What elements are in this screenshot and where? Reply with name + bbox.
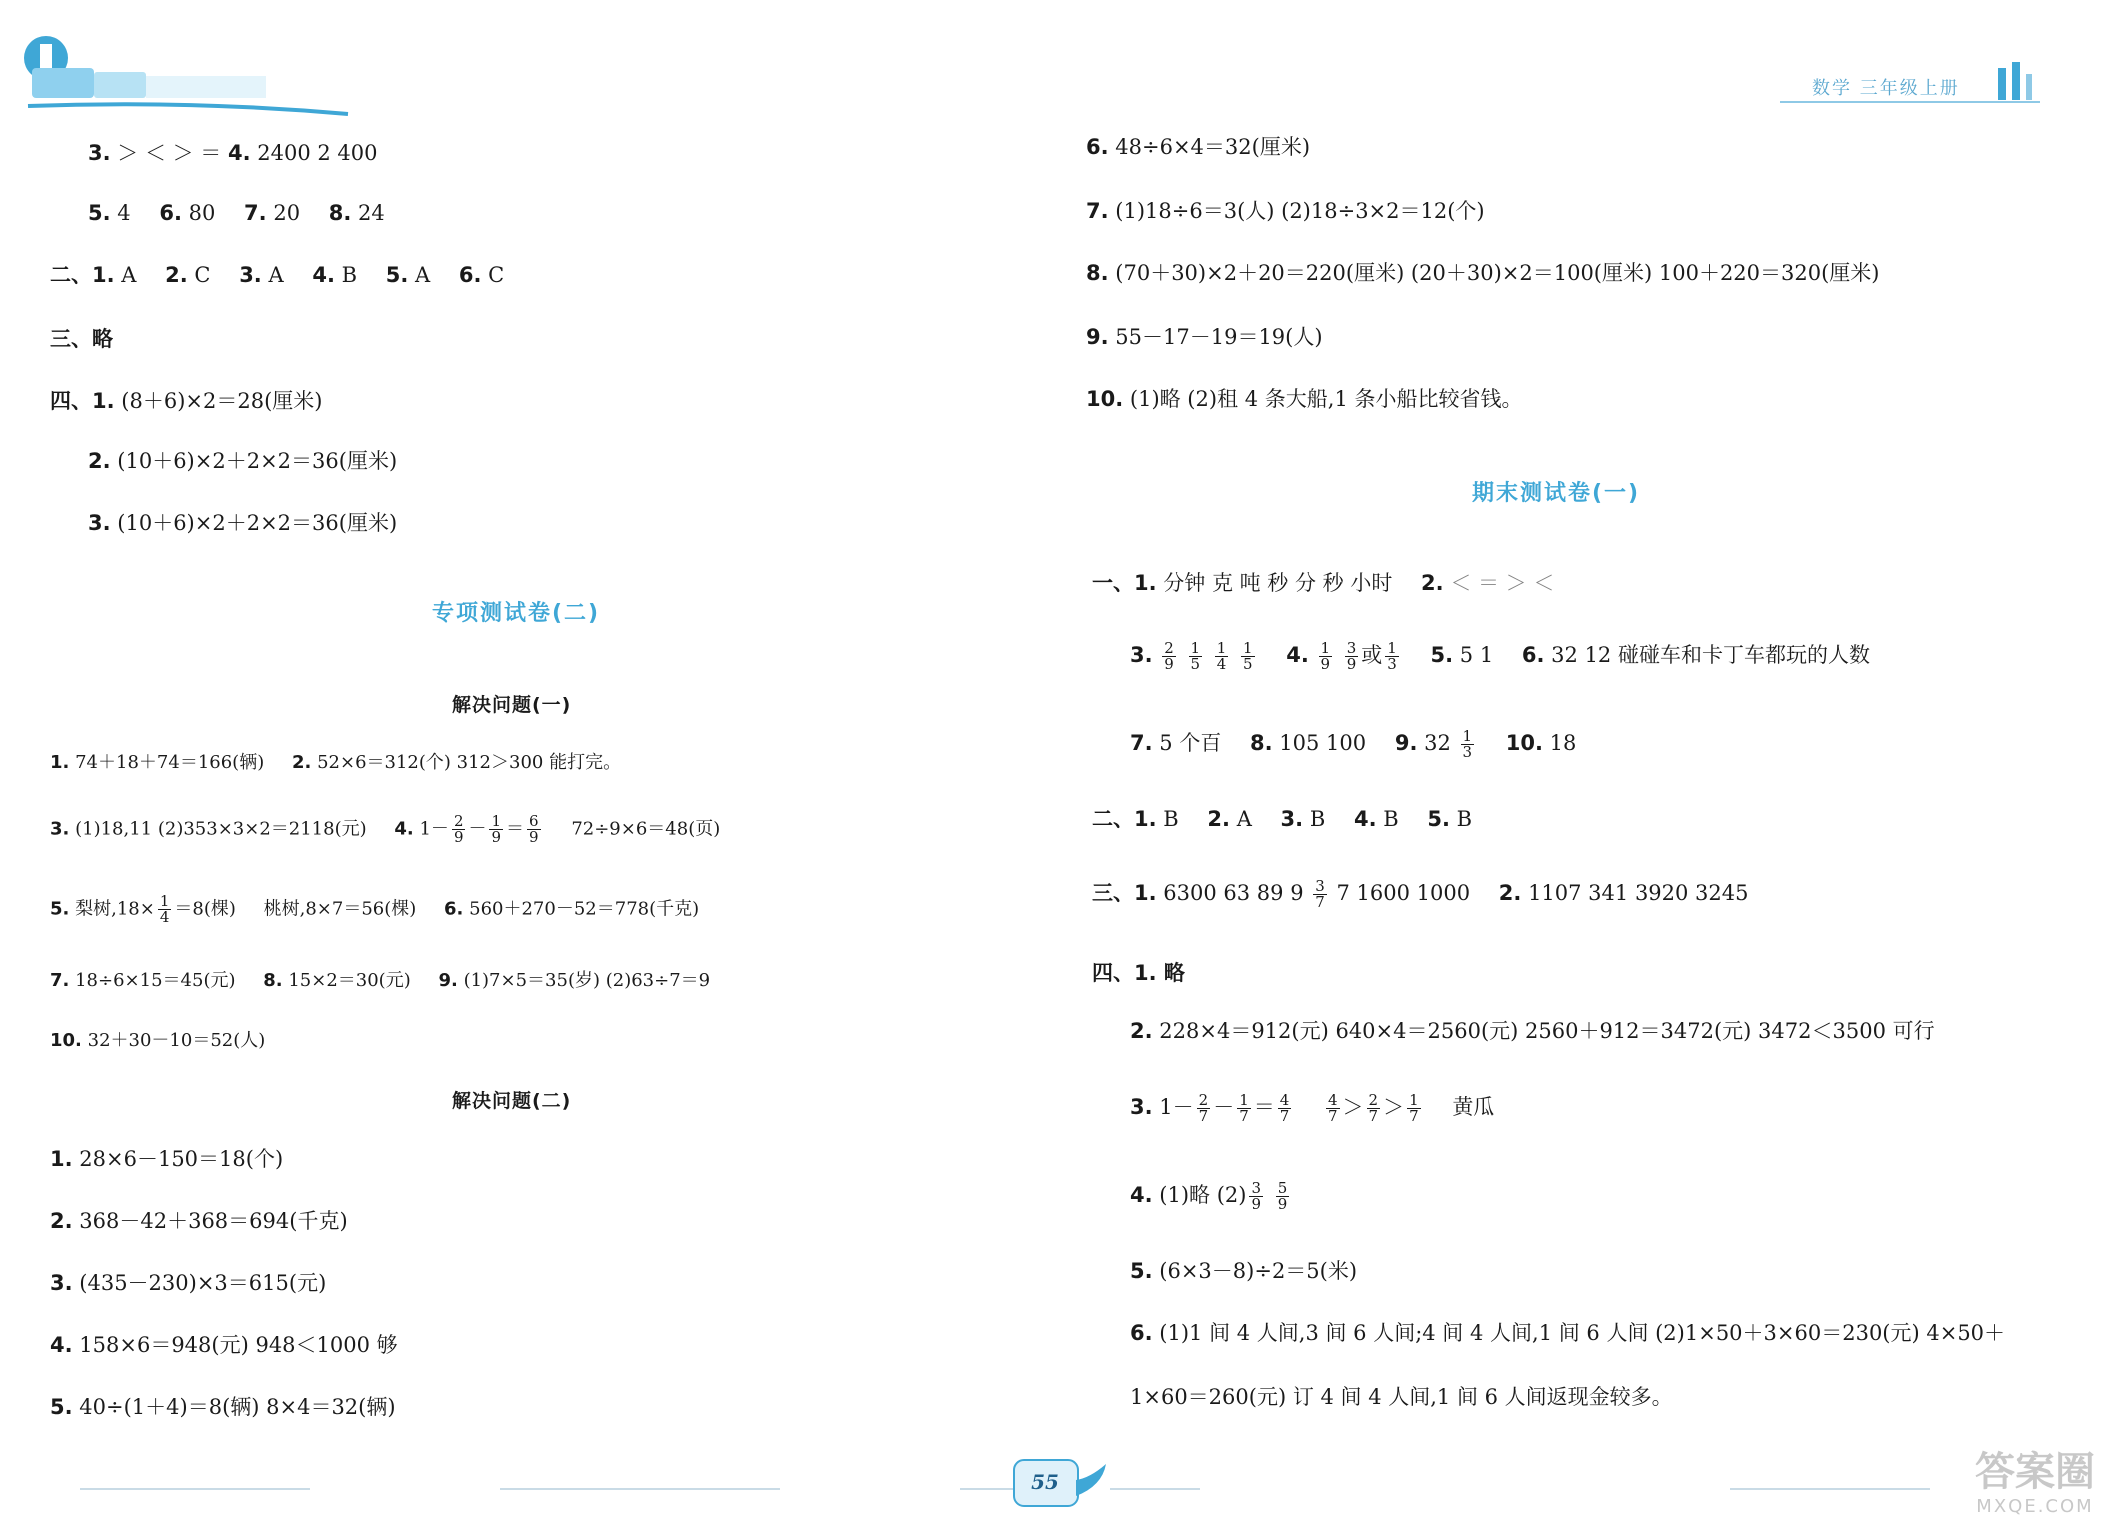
- answer-line: 2. 368－42＋368＝694(千克): [50, 1209, 348, 1233]
- answer-line: 1. 74＋18＋74＝166(辆) 2. 52×6＝312(个) 312＞300 能打完。: [50, 752, 622, 773]
- answer-line: 5. (6×3－8)÷2＝5(米): [1130, 1259, 1358, 1283]
- answer-line: 2. 228×4＝912(元) 640×4＝2560(元) 2560＋912＝3472(元) 3472＜3500 可行: [1130, 1019, 1935, 1043]
- answer-line: 7. 18÷6×15＝45(元) 8. 15×2＝30(元) 9. (1)7×5＝35(岁) (2)63÷7＝9: [50, 970, 711, 991]
- answer-line: 8. (70＋30)×2＋20＝220(厘米) (20＋30)×2＝100(厘米) 100＋220＝320(厘米): [1086, 261, 1880, 285]
- footer-rule: [1730, 1488, 1930, 1490]
- subject-grade-label: 数学 三年级上册: [1812, 78, 1960, 99]
- footer-rule: [80, 1488, 310, 1490]
- footer-rule: [1110, 1488, 1200, 1490]
- answer-line: 3. 1－ $\frac{2}{7}$ － $\frac{1}{7}$ ＝ $\frac{4}{7}$ $\frac{4}{7}$ ＞ $\frac{2}{7}$ ＞ $\frac{1}{7}$ 黄瓜: [1130, 1091, 1495, 1125]
- answer-line: 3. (435－230)×3＝615(元): [50, 1271, 327, 1295]
- answer-line: 二、1. B 2. A 3. B 4. B 5. B: [1092, 807, 1473, 831]
- subsection-title: 解决问题(二): [452, 1090, 572, 1112]
- answer-line: 3. $\frac{2}{9}$ $\frac{1}{5}$ $\frac{1}{4}$ $\frac{1}{5}$ 4. $\frac{1}{9}$ $\frac{3}{9}$ 或 $\frac{1}{3}$ 5. 5 1 6. 32 12 碰碰车和卡丁车都玩的人数: [1130, 639, 1870, 673]
- answer-line: 7. 5 个百 8. 105 100 9. 32 $\frac{1}{3}$ 10. 18: [1130, 727, 1577, 761]
- answer-line: 5. 4 6. 80 7. 20 8. 24: [88, 201, 385, 225]
- answer-line: 6. 48÷6×4＝32(厘米): [1086, 135, 1311, 159]
- answer-line: 6. (1)1 间 4 人间,3 间 6 人间;4 间 4 人间,1 间 6 人间 (2)1×50＋3×60＝230(元) 4×50＋: [1130, 1321, 2006, 1345]
- answer-line: 5. 梨树,18× $\frac{1}{4}$ ＝8(棵) 桃树,8×7＝56(棵) 6. 560＋270－52＝778(千克): [50, 892, 700, 926]
- site-watermark: 答案圈 MXQE.COM: [1975, 1449, 2095, 1517]
- answer-line: 7. (1)18÷6＝3(人) (2)18÷3×2＝12(个): [1086, 199, 1485, 223]
- answer-line: 10. 32＋30－10＝52(人): [50, 1030, 266, 1051]
- section-title: 专项测试卷(二): [432, 601, 601, 626]
- section-title: 期末测试卷(一): [1472, 481, 1641, 506]
- answer-line: 三、略: [50, 327, 113, 351]
- answer-line: 3. (1)18,11 (2)353×3×2＝2118(元) 4. 1－ $\frac{2}{9}$ － $\frac{1}{9}$ ＝ $\frac{6}{9}$ 72÷9×6＝48(页): [50, 812, 721, 846]
- subsection-title: 解决问题(一): [452, 694, 572, 716]
- answer-line: 4. 158×6＝948(元) 948＜1000 够: [50, 1333, 398, 1357]
- answer-line: 四、1. (8＋6)×2＝28(厘米): [50, 389, 323, 413]
- answer-line: 1. 28×6－150＝18(个): [50, 1147, 284, 1171]
- answer-line: 4. (1)略 (2) $\frac{3}{9}$ $\frac{5}{9}$: [1130, 1179, 1288, 1213]
- answer-line: 二、1. A 2. C 3. A 4. B 5. A 6. C: [50, 263, 505, 287]
- answer-line: 10. (1)略 (2)租 4 条大船,1 条小船比较省钱。: [1086, 387, 1523, 411]
- answer-line: 一、1. 分钟 克 吨 秒 分 秒 小时 2. ＜ ＝ ＞ ＜: [1092, 571, 1555, 595]
- answer-line: 9. 55－17－19＝19(人): [1086, 325, 1323, 349]
- answer-line: 2. (10＋6)×2＋2×2＝36(厘米): [88, 449, 398, 473]
- answer-line: 5. 40÷(1＋4)＝8(辆) 8×4＝32(辆): [50, 1395, 396, 1419]
- book-series-logo: [18, 36, 358, 126]
- answer-line: 四、1. 略: [1092, 961, 1185, 985]
- answer-line: 三、1. 6300 63 89 9 $\frac{3}{7}$ 7 1600 1000 2. 1107 341 3920 3245: [1092, 877, 1749, 911]
- footer-rule: [500, 1488, 780, 1490]
- answer-line: 3. ＞ ＜ ＞ ＝ 4. 2400 2 400: [88, 141, 378, 165]
- answer-line: 1×60＝260(元) 订 4 间 4 人间,1 间 6 人间返现金较多。: [1130, 1385, 1673, 1409]
- answer-line: 3. (10＋6)×2＋2×2＝36(厘米): [88, 511, 398, 535]
- page-number: 55: [1031, 1470, 1059, 1494]
